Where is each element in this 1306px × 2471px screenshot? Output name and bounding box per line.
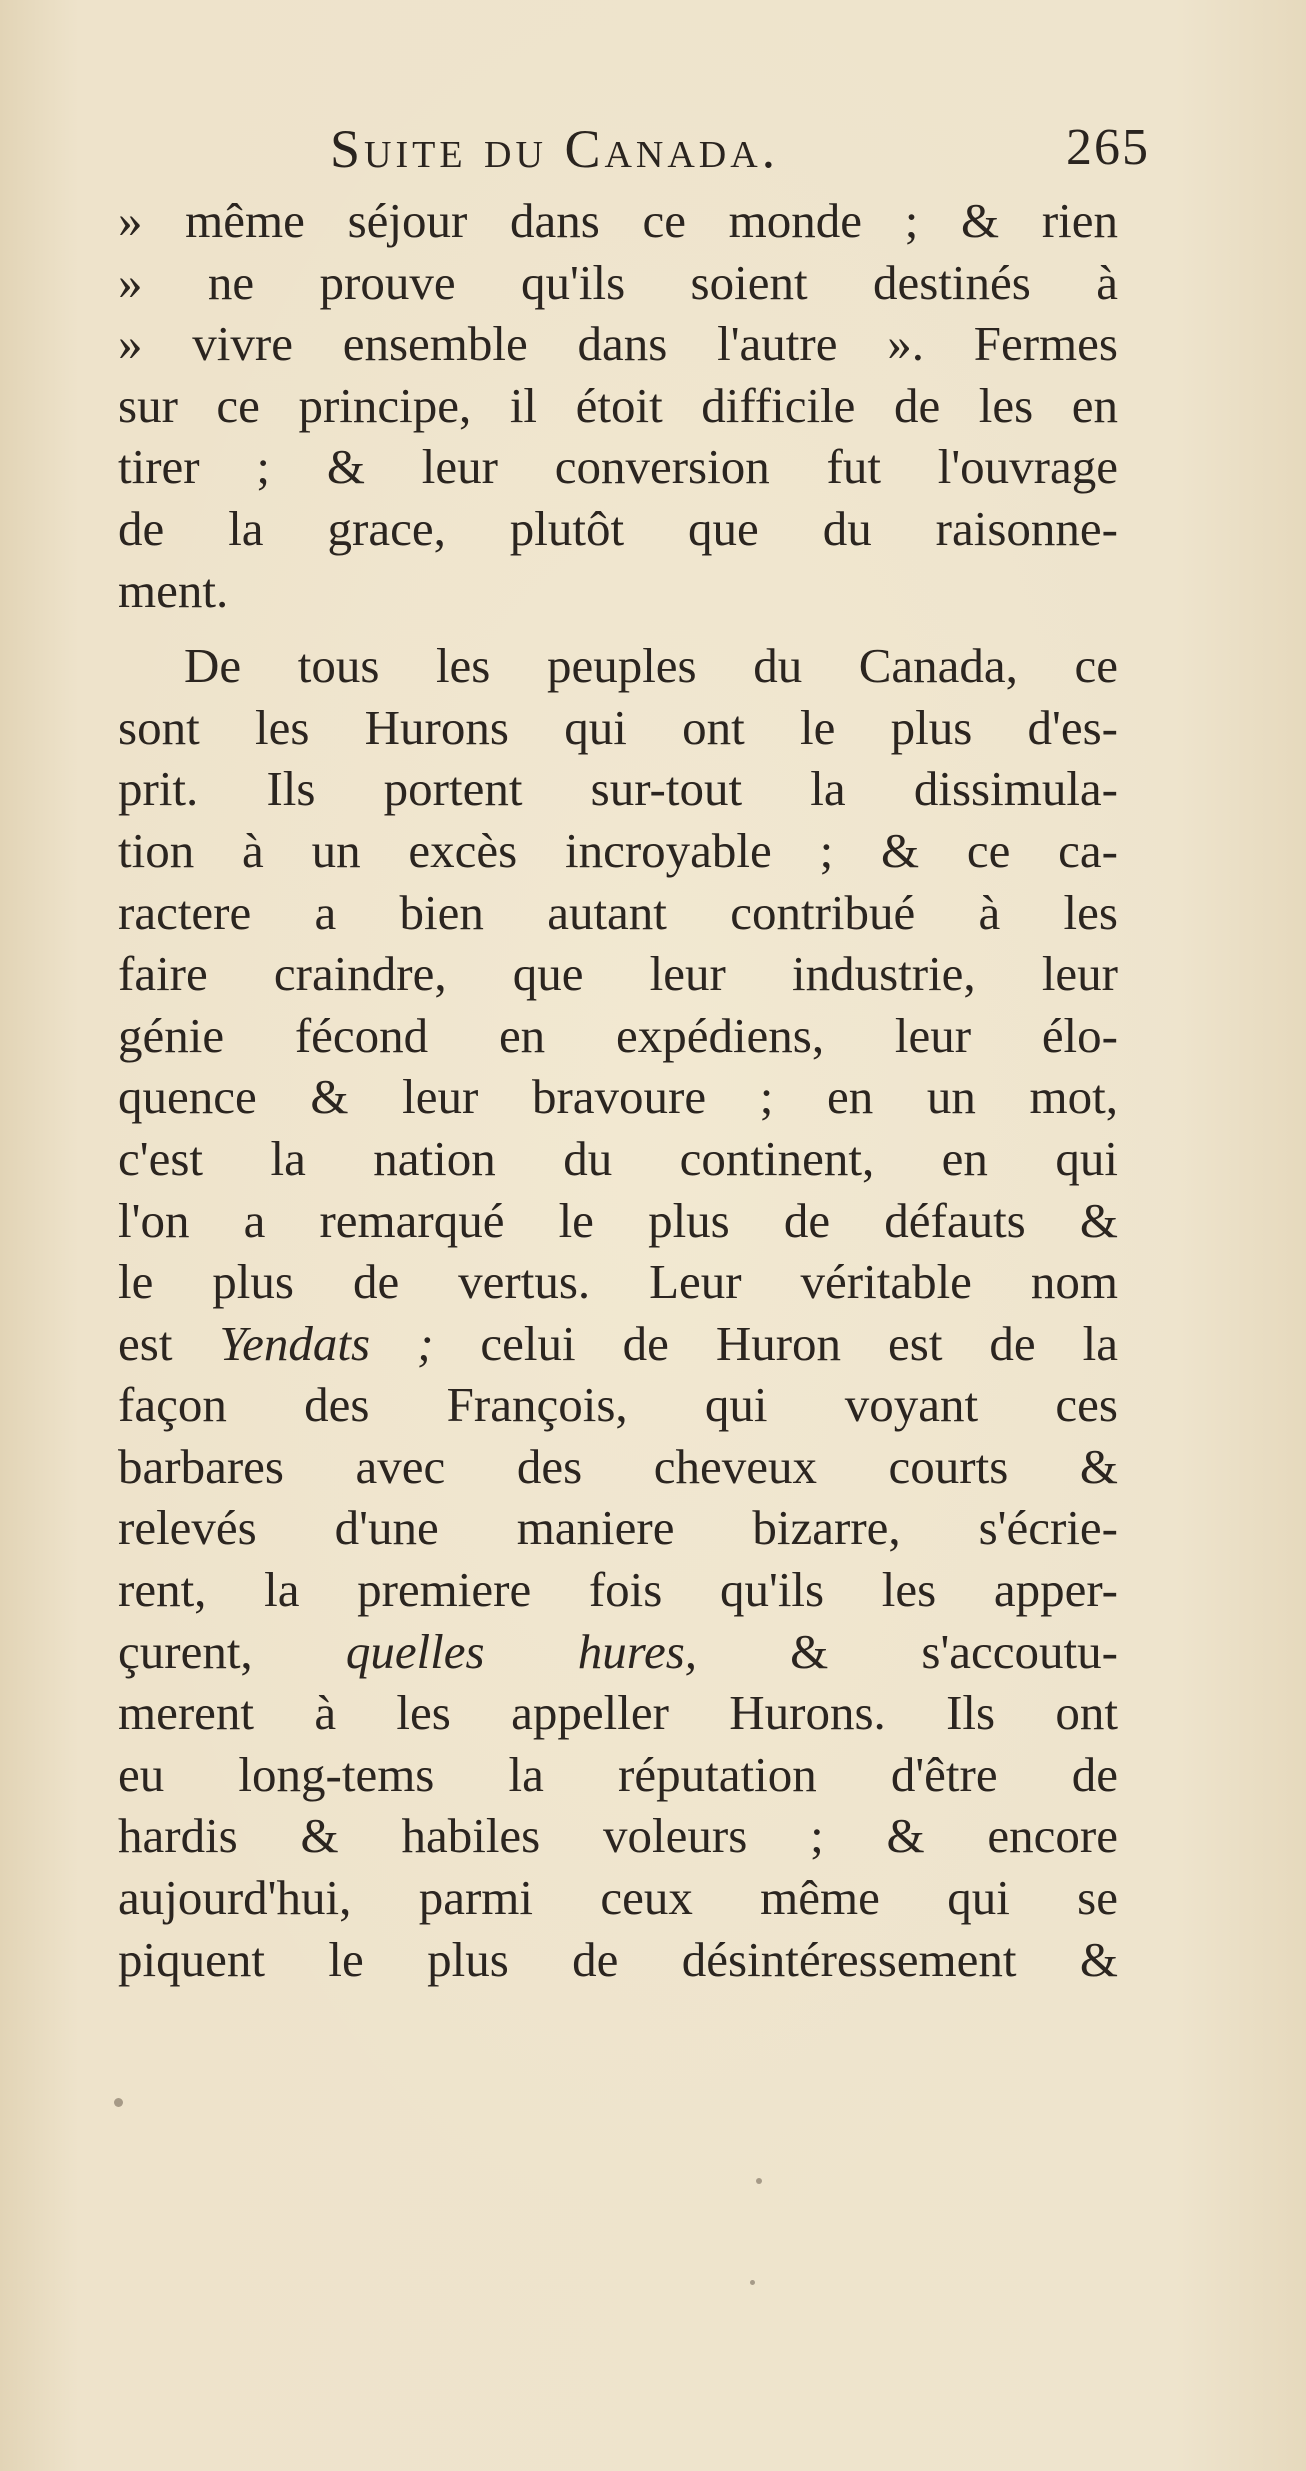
text-line: tirer ; & leur conversion fut l'ouvrage <box>118 439 1118 495</box>
running-title: Suite du Canada. <box>330 119 780 179</box>
text-segment: celui de Huron est de la <box>480 1315 1118 1371</box>
italic-term-hures: quelles hures, <box>345 1623 698 1679</box>
text-line: c'est la nation du continent, en qui <box>118 1130 1118 1186</box>
page-number: 265 <box>1066 119 1150 176</box>
text-line: » vivre ensemble dans l'autre ». Fermes <box>118 316 1118 372</box>
text-line: aujourd'hui, parmi ceux même qui se <box>118 1870 1118 1926</box>
paragraph-first-line: De tous les peuples du Canada, ce <box>184 638 1118 694</box>
text-line: tion à un excès incroyable ; & ce ca- <box>118 822 1118 878</box>
text-line: relevés d'une maniere bizarre, s'écrie- <box>118 1500 1118 1556</box>
text-line: merent à les appeller Hurons. Ils ont <box>118 1685 1118 1741</box>
text-line: sont les Hurons qui ont le plus d'es- <box>118 699 1118 755</box>
paper-speck <box>114 2098 123 2107</box>
text-line: le plus de vertus. Leur véritable nom <box>118 1254 1118 1310</box>
text-line: quence & leur bravoure ; en un mot, <box>118 1069 1118 1125</box>
text-line: de la grace, plutôt que du raisonne- <box>118 500 1118 556</box>
running-head <box>330 118 1150 188</box>
text-segment: & s'accoutu- <box>790 1623 1118 1679</box>
text-segment: est <box>118 1315 173 1371</box>
text-line: faire craindre, que leur industrie, leur <box>118 946 1118 1002</box>
body-text <box>118 190 1118 1990</box>
text-line: barbares avec des cheveux courts & <box>118 1438 1118 1494</box>
text-line: façon des François, qui voyant ces <box>118 1377 1118 1433</box>
text-line: eu long-tems la réputation d'être de <box>118 1746 1118 1802</box>
text-line-hures <box>118 1621 1118 1683</box>
text-line: hardis & habiles voleurs ; & encore <box>118 1808 1118 1864</box>
paper-speck <box>750 2280 755 2285</box>
paper-speck <box>756 2178 762 2184</box>
text-line: génie fécond en expédiens, leur élo- <box>118 1007 1118 1063</box>
text-line: » ne prouve qu'ils soient destinés à <box>118 254 1118 310</box>
text-line: sur ce principe, il étoit difficile de les en <box>118 377 1118 433</box>
text-line: prit. Ils portent sur-tout la dissimula- <box>118 761 1118 817</box>
text-line: ractere a bien autant contribué à les <box>118 884 1118 940</box>
text-line: » même séjour dans ce monde ; & rien <box>118 193 1118 248</box>
text-line: l'on a remarqué le plus de défauts & <box>118 1192 1118 1248</box>
text-line: ment. <box>118 562 229 618</box>
text-line: piquent le plus de désintéressement & <box>118 1931 1118 1987</box>
text-line-yendats <box>118 1313 1118 1375</box>
text-segment: çurent, <box>118 1623 253 1679</box>
text-line: rent, la premiere fois qu'ils les apper- <box>118 1562 1118 1618</box>
italic-term-yendats: Yendats ; <box>219 1315 434 1371</box>
